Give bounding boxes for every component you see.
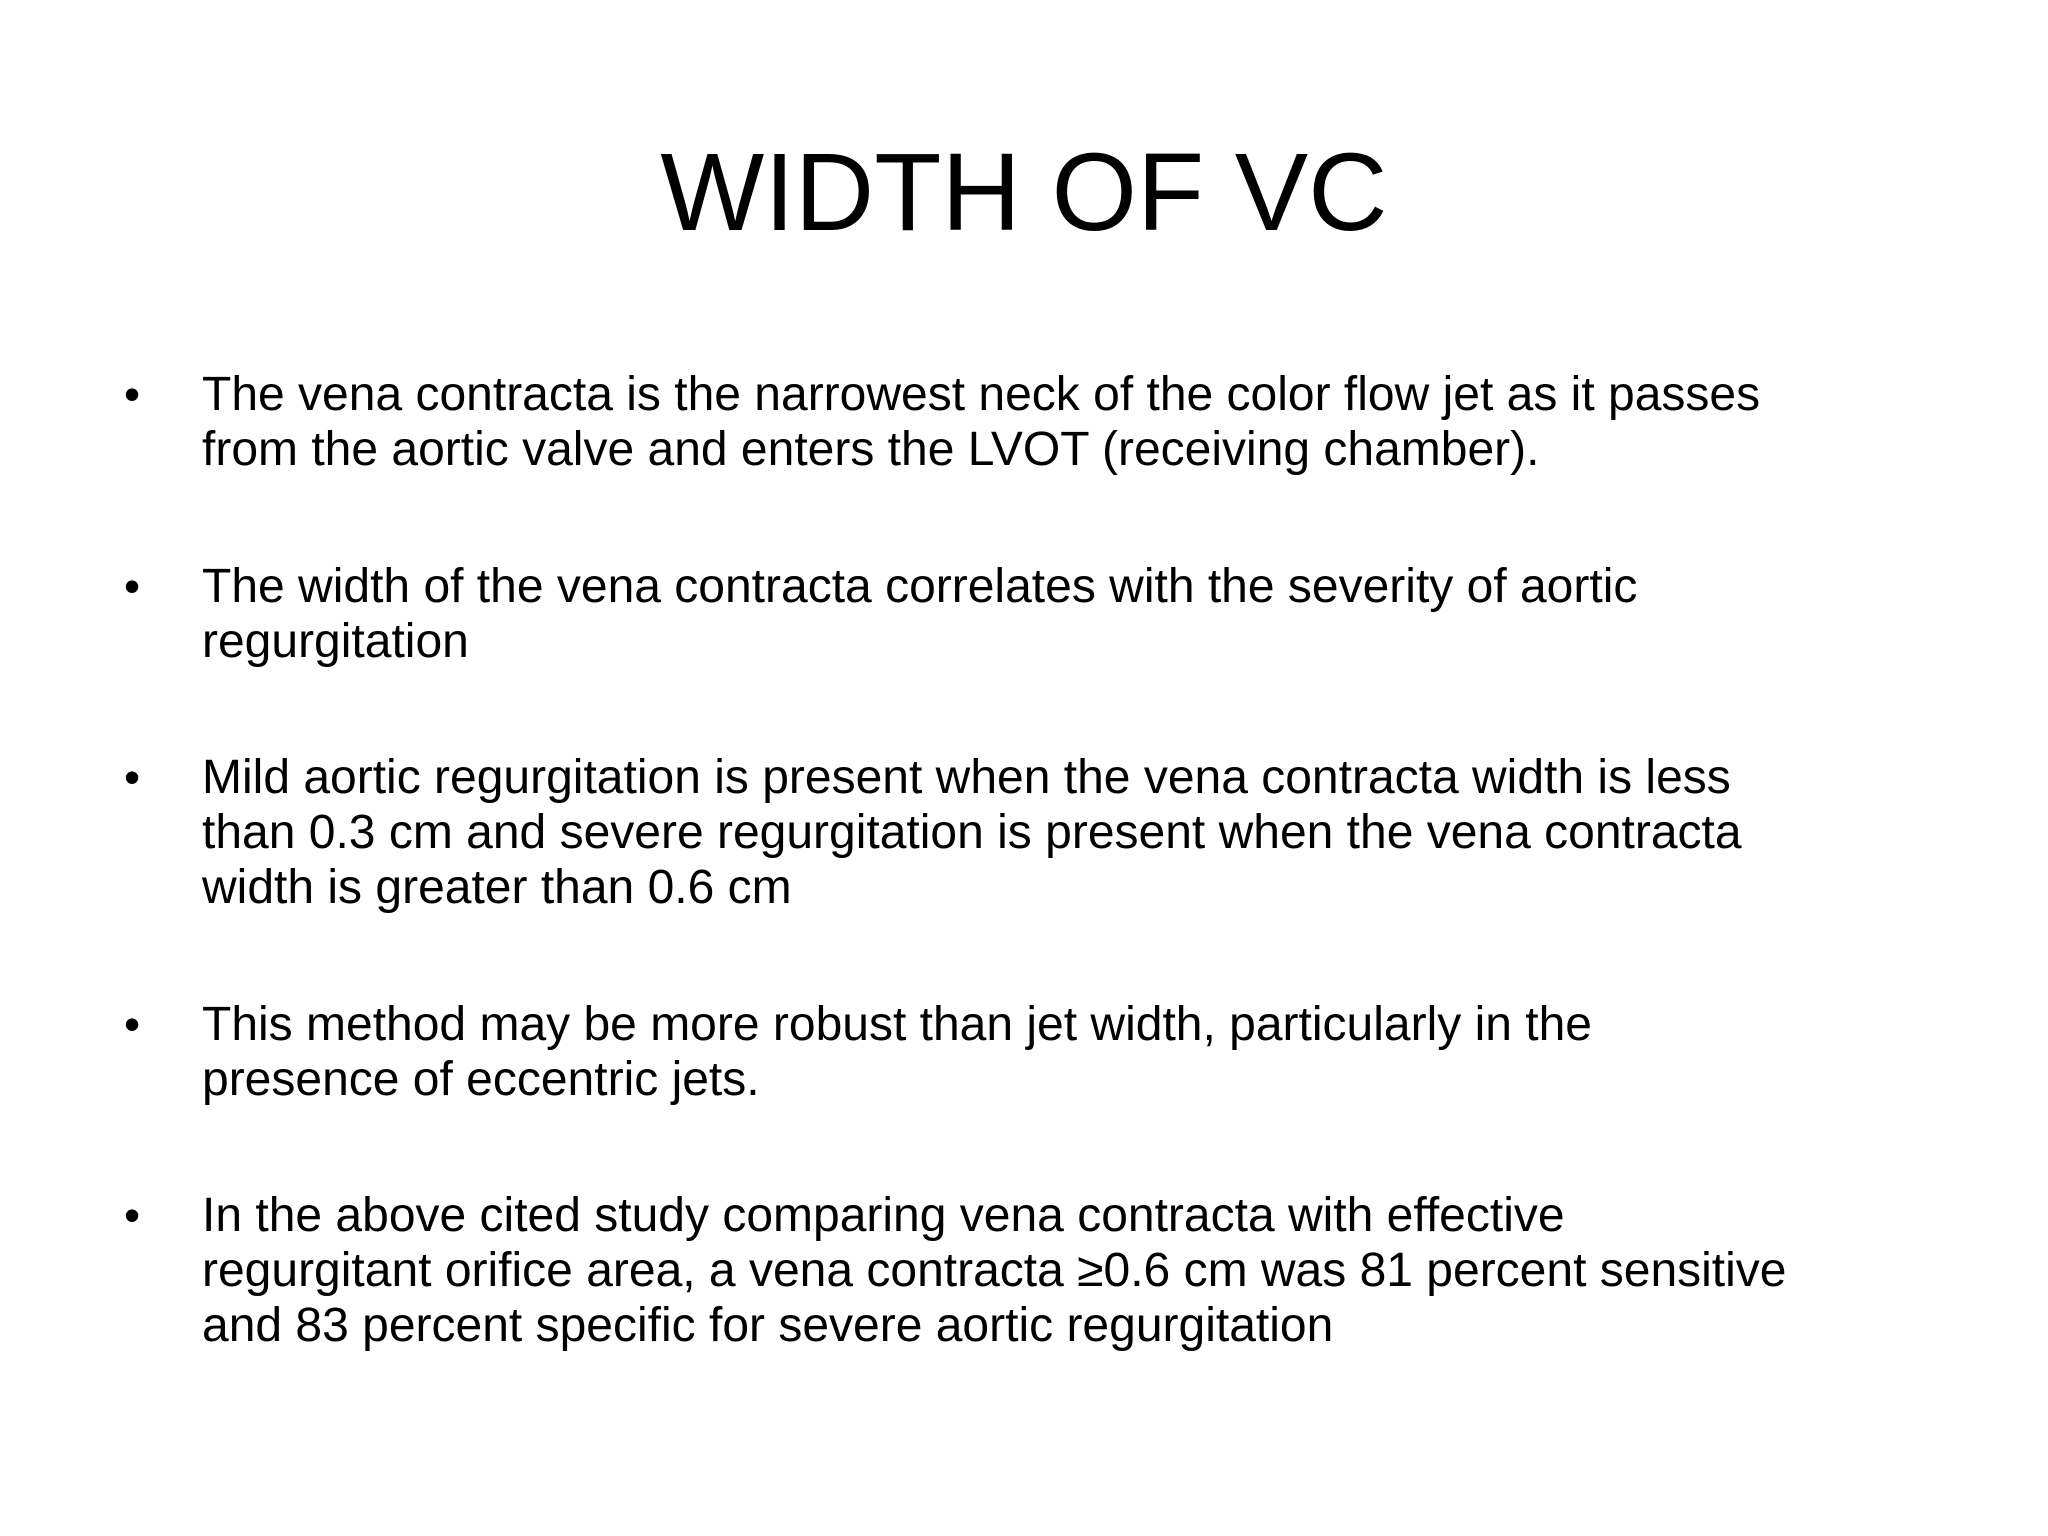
- bullet-marker: •: [124, 751, 141, 803]
- bullet-marker: •: [124, 368, 141, 420]
- slide-title: WIDTH OF VC: [660, 131, 1388, 254]
- bullet-marker: •: [124, 998, 141, 1050]
- bullet-marker: •: [124, 560, 141, 612]
- bullet-text: In the above cited study comparing vena contracta with effective regurgitant orifice area, a vena contracta ≥0.6 cm was 81 percent sensitive and 83 percent specific for severe aortic regurgitation: [202, 1189, 1787, 1352]
- bullet-text: The vena contracta is the narrowest neck of the color flow jet as it passes from the aortic valve and enters the LVOT (receiving chamber).: [202, 368, 1761, 476]
- bullet-text: The width of the vena contracta correlates with the severity of aortic regurgitation: [202, 560, 1638, 668]
- bullet-text: Mild aortic regurgitation is present when the vena contracta width is less than 0.3 cm and severe regurgitation is present when the vena contracta width is greater than 0.6 cm: [202, 751, 1742, 914]
- bullet-marker: •: [124, 1189, 141, 1241]
- bullet-text: This method may be more robust than jet width, particularly in the presence of eccentric jets.: [202, 998, 1592, 1106]
